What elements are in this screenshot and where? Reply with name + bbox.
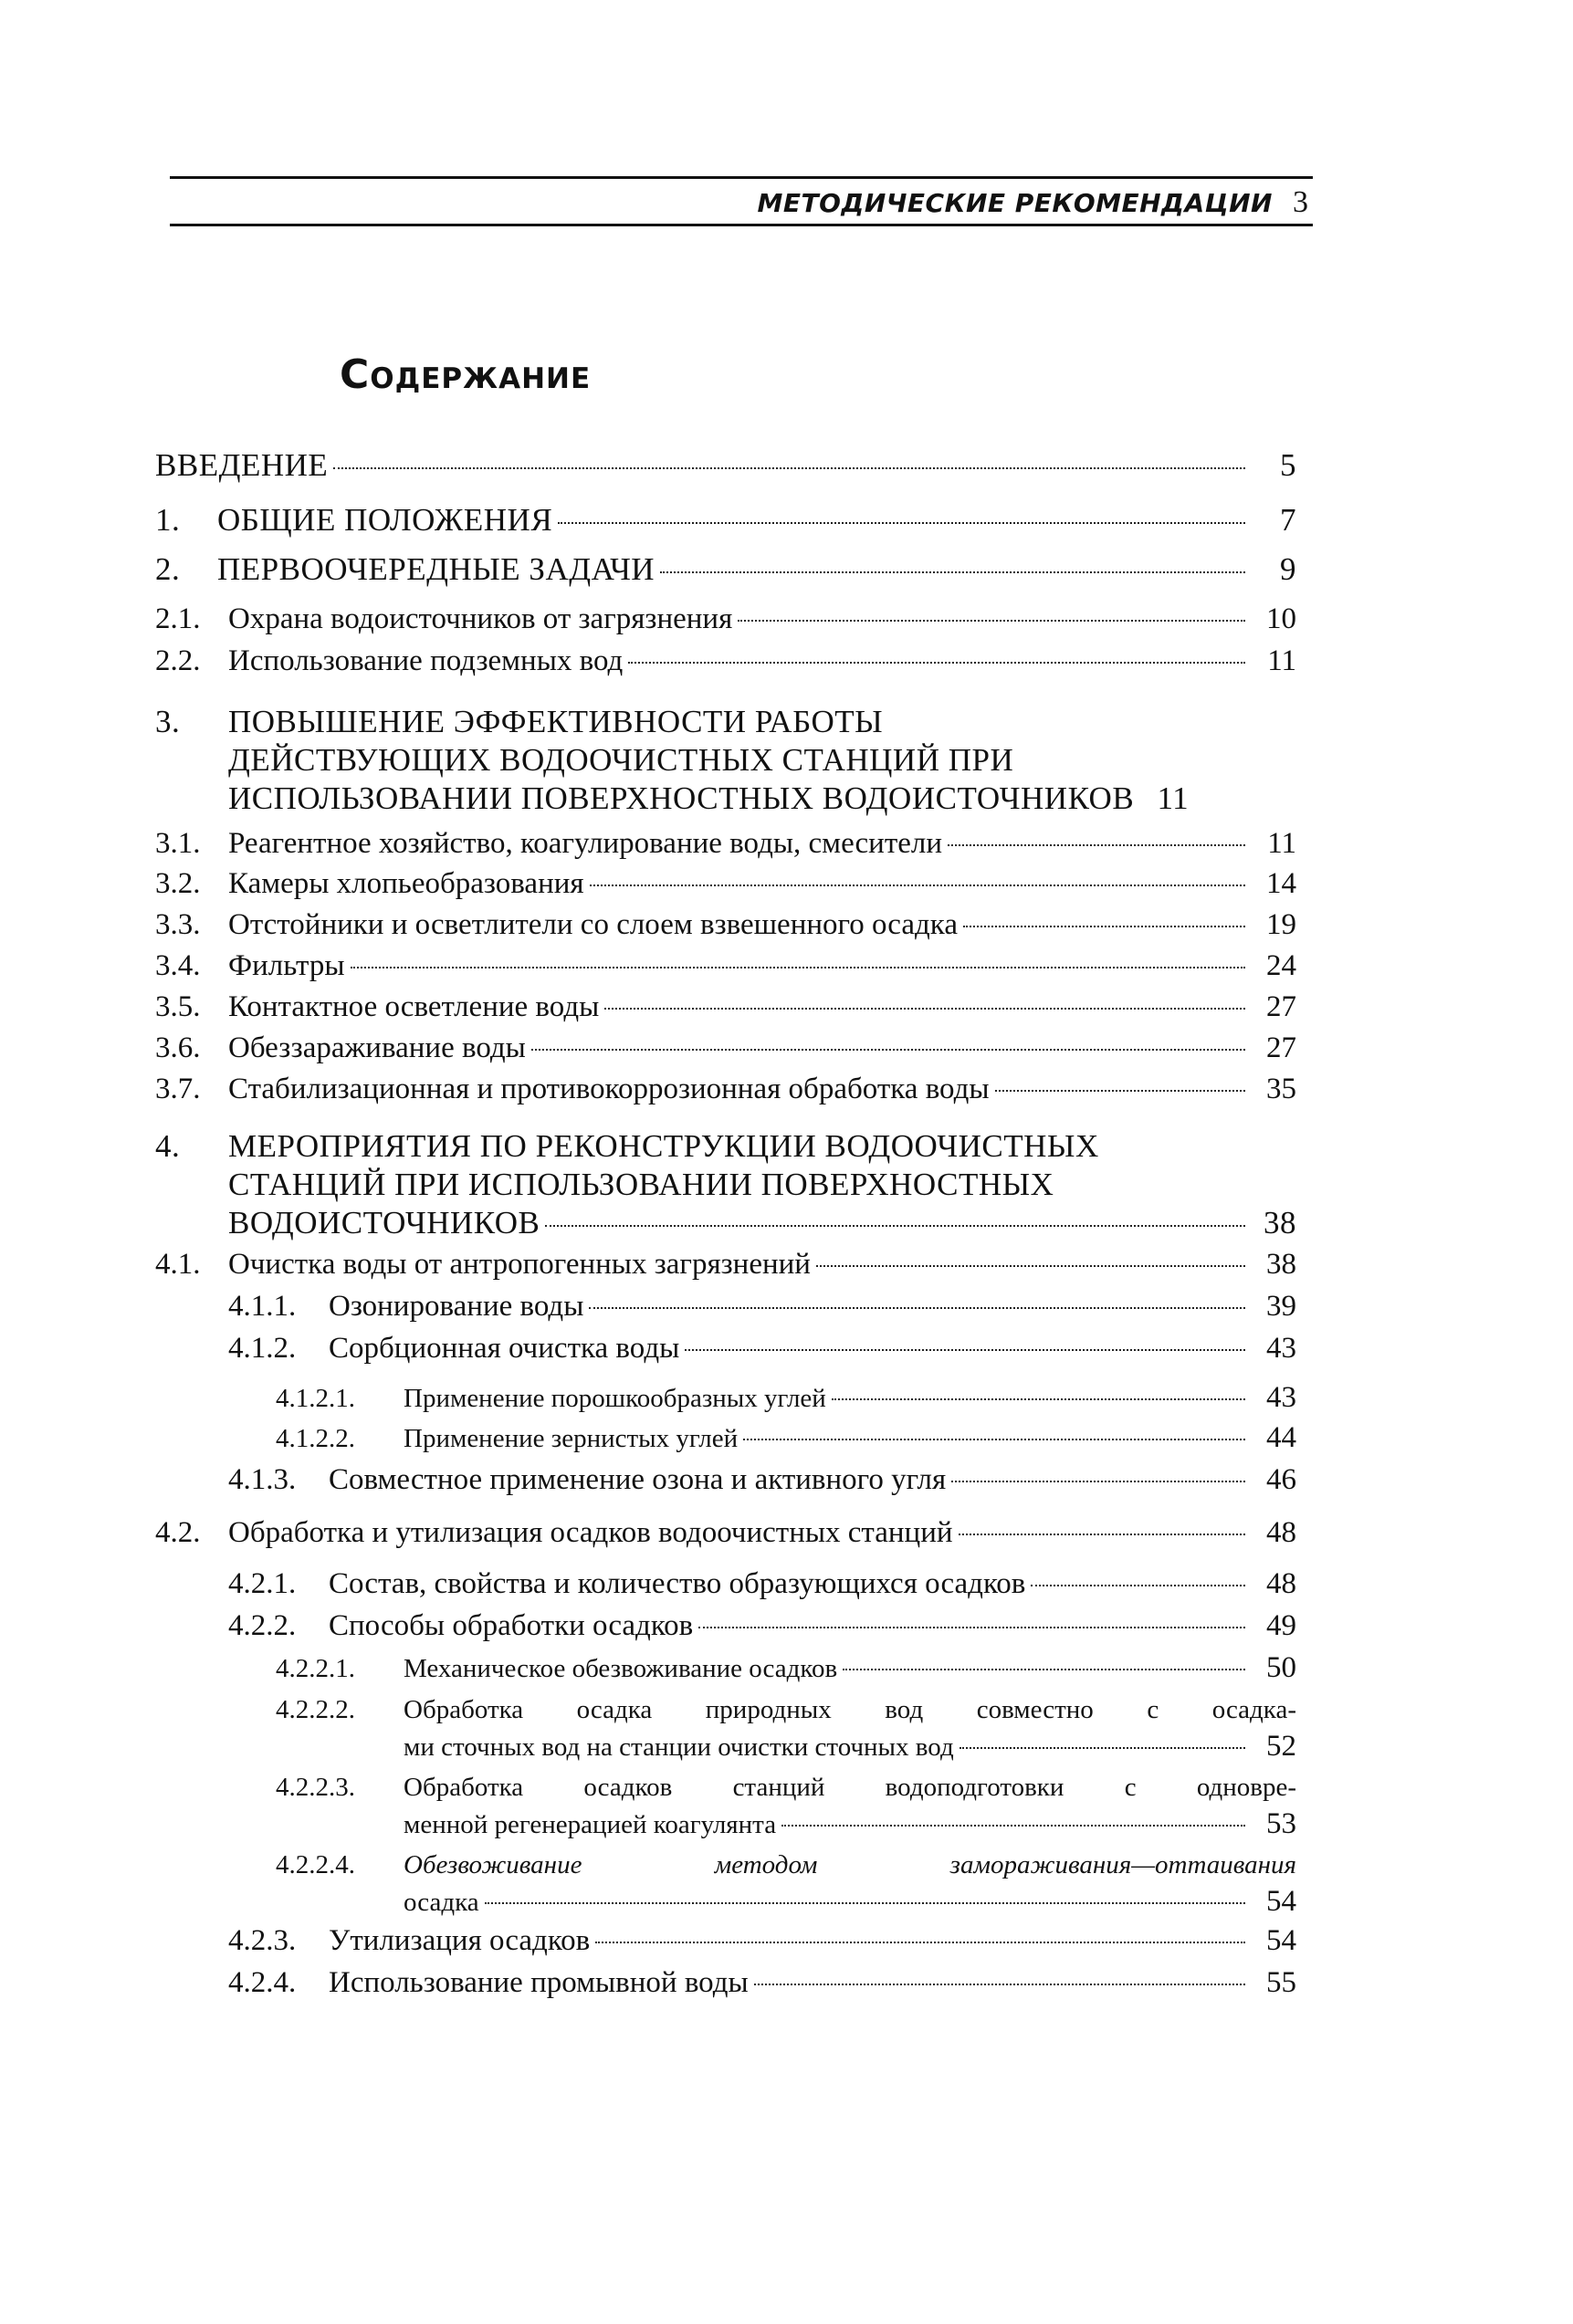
toc-entry-page: 10 [1266,602,1296,635]
page-title: Содержание [340,351,592,398]
toc-entry-number: 4.2. [155,1516,201,1549]
toc-entry-number: 4.2.4. [228,1966,297,1999]
toc-entry-page: 11 [1157,780,1190,816]
dot-leader [558,522,1245,524]
toc-entry-number: 4.1. [155,1248,201,1281]
toc-entry-text-line: МЕРОПРИЯТИЯ ПО РЕКОНСТРУКЦИИ ВОДООЧИСТНЫХ [228,1128,1099,1164]
toc-entry-text-line: Обработка осадков станций водоподготовки с одновре- [404,1773,1296,1802]
dot-leader [628,662,1245,664]
toc-entry-number: 4.1.2. [228,1332,297,1365]
toc-entry-1[interactable] [155,502,1296,551]
dot-leader [604,1008,1245,1010]
toc-entry-page: 38 [1266,1248,1296,1281]
toc-entry-text: Камеры хлопьеобразования [228,867,584,900]
dot-leader [589,1307,1245,1309]
toc-entry-page: 55 [1266,1966,1296,1999]
toc-entry-text: Использование промывной воды [329,1966,749,1999]
running-header-title: МЕТОДИЧЕСКИЕ РЕКОМЕНДАЦИИ [757,188,1273,218]
dot-leader [832,1398,1245,1400]
toc-entry-number: 3.2. [155,867,201,900]
toc-entry-page: 46 [1266,1463,1296,1496]
toc-entry-number: 4.2.3. [228,1924,297,1957]
toc-entry-4-1-2-2[interactable] [155,1421,1296,1463]
toc-entry-number: 2.1. [155,602,201,635]
toc-entry-page: 19 [1266,908,1296,941]
dot-leader [816,1265,1245,1267]
toc-entry-number: 3.4. [155,949,201,982]
page-number: 3 [1293,185,1308,219]
header-rule-top [170,176,1313,179]
toc-entry-text: Совместное применение озона и активного угля [329,1463,947,1496]
dot-leader [545,1225,1245,1227]
toc-entry-page: 53 [1266,1807,1296,1840]
toc-entry-number: 3.7. [155,1073,201,1105]
toc-entry-4-2-2-2[interactable] [155,1691,1296,1765]
toc-entry-number: 1. [155,502,181,538]
dot-leader [995,1090,1245,1092]
toc-entry-text: Контактное осветление воды [228,990,600,1023]
toc-entry-page: 50 [1266,1651,1296,1684]
toc-entry-intro[interactable] [155,447,1296,502]
toc-entry-text: Обеззараживание воды [228,1031,526,1064]
toc-entry-page: 27 [1266,990,1296,1023]
toc-entry-text-block [404,1769,1296,1843]
toc-entry-4-2-1[interactable] [155,1567,1296,1609]
toc-entry-number: 4.2.2.4. [276,1850,355,1879]
toc-entry-page: 54 [1266,1924,1296,1957]
toc-entry-3-7[interactable] [155,1073,1296,1127]
toc-entry-text-line: ДЕЙСТВУЮЩИХ ВОДООЧИСТНЫХ СТАНЦИЙ ПРИ [228,742,1014,778]
dot-leader [948,844,1245,846]
toc-entry-text: Озонирование воды [329,1290,584,1323]
toc-entry-number: 4.2.2.3. [276,1773,355,1802]
toc-entry-3-2[interactable] [155,867,1296,908]
toc-entry-2-2[interactable] [155,644,1296,703]
toc-entry-4-1-3[interactable] [155,1463,1296,1516]
toc-entry-text: Состав, свойства и количество образующихся осадков [329,1567,1026,1600]
toc-entry-text: Способы обработки осадков [329,1609,694,1642]
toc-entry-number: 2.2. [155,644,201,677]
dot-leader [595,1942,1245,1943]
toc-entry-number: 3.1. [155,827,201,860]
header-rule-bottom [170,224,1313,226]
dot-leader [698,1627,1245,1628]
toc-entry-text: Механическое обезвоживание осадков [404,1654,838,1683]
toc-entry-text-line: Обработка осадка природных вод совместно с осадка- [404,1695,1296,1724]
toc-entry-text-line: Обезвоживание методом замораживания—оттаивания [404,1850,1296,1879]
toc-entry-text: Использование подземных вод [228,644,624,677]
toc-entry-text: ПЕРВООЧЕРЕДНЫЕ ЗАДАЧИ [217,551,655,587]
toc-entry-page: 44 [1266,1421,1296,1454]
toc-entry-text-block [404,1691,1296,1765]
toc-entry-text: Очистка воды от антропогенных загрязнений [228,1248,811,1281]
toc-entry-4-2-2-4[interactable] [155,1847,1296,1921]
toc-entry-text: Применение зернистых углей [404,1424,739,1453]
toc-entry-text-block [228,1127,1296,1242]
toc-entry-page: 49 [1266,1609,1296,1642]
toc-entry-page: 11 [1267,644,1296,677]
toc-entry-number: 3.5. [155,990,201,1023]
toc-entry-4-2-4[interactable] [155,1966,1296,2008]
dot-leader [590,885,1245,886]
toc-entry-2-1[interactable] [155,602,1296,644]
toc-entry-3[interactable] [155,703,1296,818]
toc-entry-text: Сорбционная очистка воды [329,1332,680,1365]
toc-entry-text-line: менной регенерацией коагулянта [404,1810,777,1839]
toc-entry-page: 39 [1266,1290,1296,1323]
toc-entry-number: 2. [155,551,181,587]
toc-entry-text: Стабилизационная и противокоррозионная обработка воды [228,1073,990,1105]
toc-entry-page: 27 [1266,1031,1296,1064]
toc-entry-4-2[interactable] [155,1516,1296,1567]
toc-entry-text-line: ВОДОИСТОЧНИКОВ [228,1205,540,1241]
toc-entry-text: Применение порошкообразных углей [404,1384,826,1413]
toc-entry-page: 14 [1266,867,1296,900]
toc-entry-page: 24 [1266,949,1296,982]
dot-leader [781,1825,1245,1827]
toc-entry-number: 3. [155,704,181,739]
toc-entry-4-2-2-1[interactable] [155,1651,1296,1691]
dot-leader [1031,1585,1245,1586]
dot-leader [743,1439,1245,1440]
toc-entry-text-block [404,1847,1296,1921]
dot-leader [660,571,1245,573]
toc-entry-2[interactable] [155,551,1296,602]
dot-leader [754,1984,1245,1985]
toc-entry-text: ВВЕДЕНИЕ [155,447,329,483]
toc-entry-number: 3.6. [155,1031,201,1064]
toc-entry-3-3[interactable] [155,908,1296,949]
toc-entry-page: 54 [1266,1885,1296,1918]
toc-entry-page: 35 [1266,1073,1296,1105]
table-of-contents [155,447,1296,2008]
toc-entry-page: 9 [1280,551,1296,587]
dot-leader [738,620,1245,622]
toc-entry-text-line: ИСПОЛЬЗОВАНИИ ПОВЕРХНОСТНЫХ ВОДОИСТОЧНИКОВ [228,780,1135,816]
toc-entry-4-2-3[interactable] [155,1924,1296,1966]
toc-entry-text-block [228,703,1296,818]
toc-entry-text: Фильтры [228,949,345,982]
toc-entry-4-2-2[interactable] [155,1609,1296,1651]
toc-entry-number: 4.1.2.2. [276,1424,355,1453]
toc-entry-number: 4.1.2.1. [276,1384,355,1413]
toc-entry-4-1[interactable] [155,1248,1296,1290]
toc-entry-number: 4.2.2. [228,1609,297,1642]
dot-leader [843,1669,1245,1670]
toc-entry-number: 4.2.1. [228,1567,297,1600]
toc-entry-page: 52 [1266,1730,1296,1763]
toc-entry-4-2-2-3[interactable] [155,1769,1296,1843]
dot-leader [960,1747,1245,1749]
toc-entry-page: 43 [1266,1381,1296,1414]
toc-entry-number: 4.2.2.2. [276,1695,355,1724]
toc-entry-page: 43 [1266,1332,1296,1365]
toc-entry-text-line: ми сточных вод на станции очистки сточных вод [404,1733,954,1762]
toc-entry-page: 48 [1266,1516,1296,1549]
dot-leader [685,1349,1245,1351]
toc-entry-3-4[interactable] [155,949,1296,990]
toc-entry-page: 7 [1280,502,1296,538]
dot-leader [951,1481,1245,1482]
toc-entry-4-1-2-1[interactable] [155,1381,1296,1421]
toc-entry-text: ОБЩИЕ ПОЛОЖЕНИЯ [217,502,553,538]
toc-entry-text-line: осадка [404,1888,479,1917]
toc-entry-text: Отстойники и осветлители со слоем взвешенного осадка [228,908,958,941]
toc-entry-page: 11 [1267,827,1296,860]
toc-entry-4-1-2[interactable] [155,1332,1296,1381]
toc-entry-4-1-1[interactable] [155,1290,1296,1332]
dot-leader [963,926,1245,927]
toc-entry-page: 5 [1280,447,1296,483]
toc-entry-page: 48 [1266,1567,1296,1600]
toc-entry-text: Реагентное хозяйство, коагулирование воды, смесители [228,827,943,860]
toc-entry-number: 4.2.2.1. [276,1654,355,1683]
dot-leader [333,467,1245,469]
toc-entry-page: 38 [1264,1205,1296,1241]
toc-entry-3-5[interactable] [155,990,1296,1031]
toc-entry-3-1[interactable] [155,827,1296,867]
toc-entry-3-6[interactable] [155,1031,1296,1073]
toc-entry-text: Охрана водоисточников от загрязнения [228,602,733,635]
toc-entry-4[interactable] [155,1127,1296,1242]
toc-entry-number: 4.1.1. [228,1290,297,1323]
toc-entry-number: 4. [155,1128,181,1164]
running-header [758,185,1308,220]
toc-entry-number: 3.3. [155,908,201,941]
dot-leader [959,1534,1245,1535]
dot-leader [351,967,1246,968]
toc-entry-text-line: ПОВЫШЕНИЕ ЭФФЕКТИВНОСТИ РАБОТЫ [228,704,884,739]
toc-entry-number: 4.1.3. [228,1463,297,1496]
dot-leader [531,1049,1245,1051]
dot-leader [485,1902,1245,1904]
toc-entry-text-line: СТАНЦИЙ ПРИ ИСПОЛЬЗОВАНИИ ПОВЕРХНОСТНЫХ [228,1167,1054,1202]
toc-entry-text: Утилизация осадков [329,1924,591,1957]
toc-entry-text: Обработка и утилизация осадков водоочистных станций [228,1516,953,1549]
